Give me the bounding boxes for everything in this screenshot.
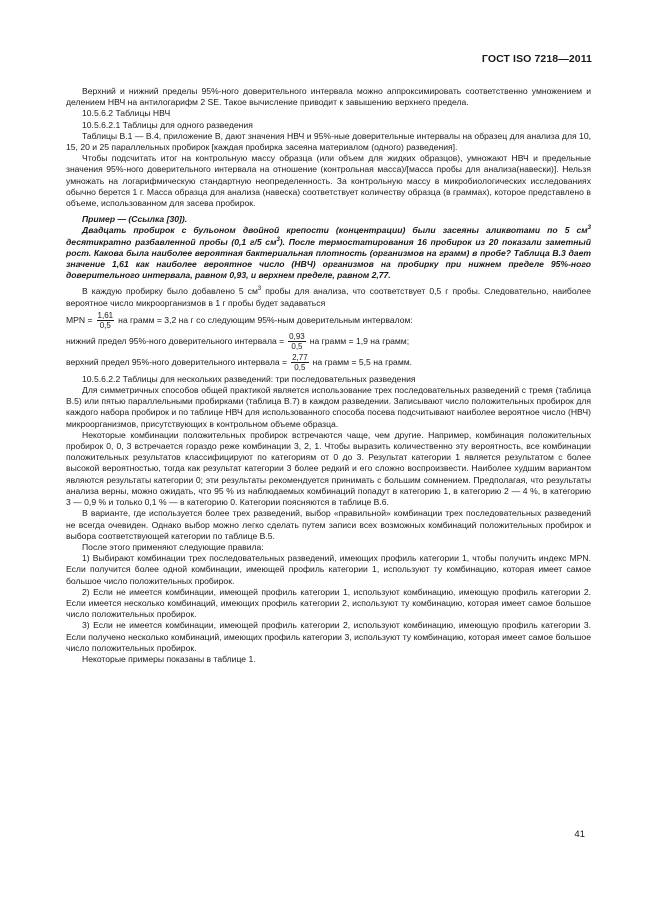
rule-3: 3) Если не имеется комбинации, имеющей профиль категории 2, используют комбинацию, имеющую профиль категории 3. Если получено несколько комбинаций, имеющих профиль категории 3, используют ту комбинацию, которая имеет самое большое число положительных пробирок.: [66, 620, 591, 653]
paragraph-tables-b1-b4: Таблицы В.1 — В.4, приложение В, дают значения НВЧ и 95%-ные доверительные интервалы на образец для анализа для 10, 15, 20 и 25 параллельных пробирок [каждая пробирка засеяна материалом (одного) разведения].: [66, 130, 591, 153]
paragraph-confidence-limits: Верхний и нижний пределы 95%-ного доверительного интервала можно аппроксимировать соответственно умножением и делением НВЧ на антилогарифм 2 SE. Такое вычисление приводит к завышению верхнего предела.: [66, 86, 591, 108]
section-heading-mpn-tables: 10.5.6.2 Таблицы НВЧ: [82, 108, 171, 119]
paragraph-more-dilutions: В варианте, где используется более трех разведений, выбор «правильной» комбинации трех последовательных разведений не всегда очевиден. Однако выбор можно легко сделать путем записи всех возможных комбинаций положительных пробирок и выбора соответствующей категории по таблице В.5.: [66, 508, 591, 541]
standard-header: ГОСТ ISO 7218—2011: [481, 53, 592, 65]
formula-mpn: MPN = $\frac{1,61}{0,5}$ на грамм = 3,2 на г со следующим 95%-ным доверительным интервалом:: [66, 310, 413, 330]
fraction-lower: $\frac{0,93}{0,5}$: [289, 331, 305, 351]
paragraph-symmetric-methods: Для симметричных способов общей практикой является использование трех последовательных разведений с тремя (таблица В.5) или пятью параллельными пробирками (таблица В.7) в каждом разведении. Записывают число положительных пробирок для каждого набора пробирок и по таблице НВЧ для использованного способа посева подсчитывают наиболее вероятное число (НВЧ) микроорганизмов, присутствующих в контрольном объеме образца.: [66, 385, 591, 429]
rule-1: 1) Выбирают комбинации трех последовательных разведений, имеющих профиль категории 1, чтобы получить индекс MPN. Если получится более одной комбинации, имеющей профиль категории 1, используют ту комбинацию, которая имеет самое большое число положительных пробирок.: [66, 553, 591, 586]
paragraph-sample-volume: В каждую пробирку было добавлено 5 $см^3$ пробы для анализа, что соответствует 0,5 г пробы. Следовательно, наиболее вероятное число микроорганизмов в 1 г пробы будет задаваться: [66, 286, 591, 308]
paragraph-examples-ref: Некоторые примеры показаны в таблице 1.: [82, 653, 256, 664]
example-text: Двадцать пробирок с бульоном двойной крепости (концентрации) были засеяны аликвотами по 5 $см^3$ десятикратно разбавленной пробы (0,1 г/5 $см^3$). После термостатирования 16 пробирок из 20 показали заметный рост. Какова была наиболее вероятная бактериальная плотность (организмов на грамм) в пробе? Таблица В.3 дает значение 1,61 как наиболее вероятное число (НВЧ) организмов на пробирку при нижнем пределе 95%-ного доверительного интервала, равном 0,93, и верхнем пределе, равном 2,77.: [66, 225, 592, 281]
example-title: Пример — (Ссылка [30]).: [82, 214, 188, 225]
fraction-upper: $\frac{2,77}{0,5}$: [292, 352, 308, 372]
subsection-heading-single-dilution: 10.5.6.2.1 Таблицы для одного разведения: [82, 119, 253, 130]
formula-upper-limit: верхний предел 95%-ного доверительного интервала = $\frac{2,77}{0,5}$ на грамм = 5,5 на грамм.: [66, 352, 413, 372]
fraction-mpn: $\frac{1,61}{0,5}$: [97, 310, 114, 330]
formula-lower-limit: нижний предел 95%-ного доверительного интервала = $\frac{0,93}{0,5}$ на грамм = 1,9 на грамм;: [66, 331, 410, 351]
paragraph-reference-mass: Чтобы подсчитать итог на контрольную массу образца (или объем для жидких образцов), умножают НВЧ и предельные значения 95%-ного доверительного интервала на отношение (контрольная масса)/[масса пробы для анализа(навески)]. Нельзя умножать на логарифмическую стандартную неопределенность. За контрольную массу в микробиологических исследованиях обычно берется 1 г. Масса образца для анализа (навеска) соответствует количеству образца (в граммах), которое представлено в объеме, использованном для засева пробирок.: [66, 153, 591, 209]
subsection-heading-multiple-dilutions: 10.5.6.2.2 Таблицы для нескольких разведений: три последовательных разведения: [82, 373, 416, 384]
paragraph-categories: Некоторые комбинации положительных пробирок встречаются чаще, чем другие. Например, комбинация положительных пробирок 0, 0, 3 встречается гораздо реже комбинации 3, 2, 1. Чтобы выразить количественно эту вероятность, все комбинации положительных результатов классифицируют по категориям от 0 до 3. Результат категории 1 является результатом с более высокой вероятностью, тогда как результат категории 3 более редкий и его сложно воспроизвести. Наиболее худшим вариантом являются результаты категории 0; эти результаты рекомендуется принимать с большим сомнением. Предполагая, что результаты анализа верны, можно ожидать, что 95 % из наблюдаемых комбинаций попадут в категорию 1, в категорию 2 — 4 %, в категорию 3 — 0,9 % и только 0,1 % — в категорию 0. Категории поясняются в таблице В.6.: [66, 429, 591, 508]
paragraph-rules-intro: После этого применяют следующие правила:: [82, 541, 264, 552]
body-text: [66, 86, 591, 665]
page-number: 41: [574, 829, 585, 840]
rule-2: 2) Если не имеется комбинации, имеющей профиль категории 1, используют комбинацию, имеющую профиль категории 2. Если имеется несколько комбинаций, имеющих профиль категории 2, используют ту комбинацию, которая имеет самое большое число положительных пробирок.: [66, 586, 591, 620]
